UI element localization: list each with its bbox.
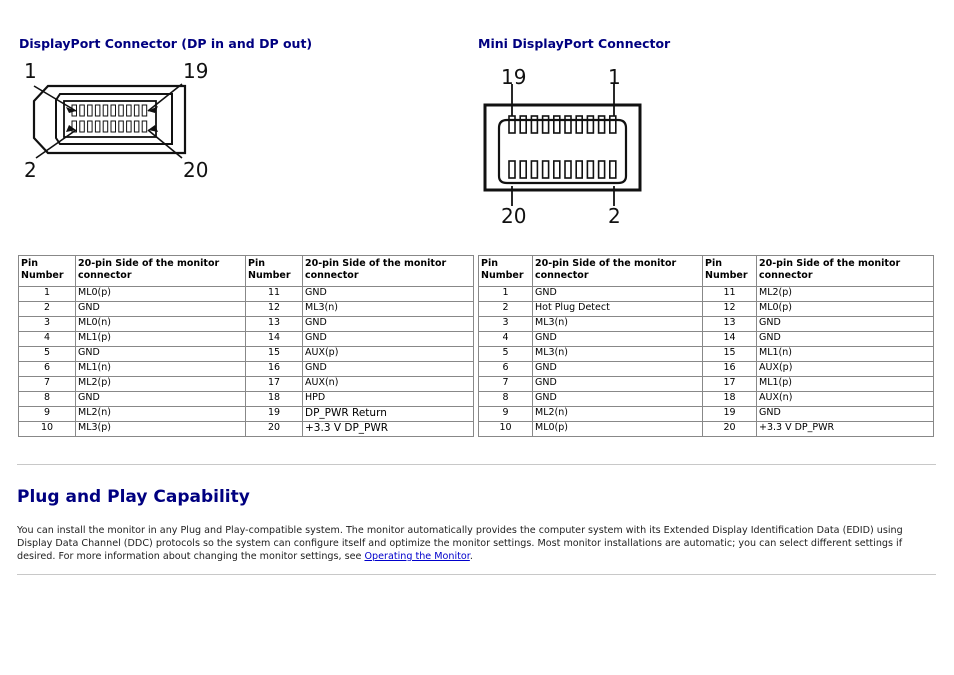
connector-pin <box>111 105 116 116</box>
connector-pin <box>103 121 108 132</box>
connector-pin <box>509 161 515 178</box>
pin-number-cell: 12 <box>246 302 303 317</box>
pin-number-cell: 17 <box>703 377 757 392</box>
dp-leader-pin-19 <box>148 84 182 111</box>
connector-pin <box>95 121 100 132</box>
connector-pin <box>134 121 139 132</box>
header-pin-number: Pin Number <box>479 256 533 287</box>
connector-pin <box>119 121 124 132</box>
signal-cell: AUX(p) <box>757 362 934 377</box>
connector-pin <box>127 105 132 116</box>
pin-number-cell: 3 <box>19 317 76 332</box>
signal-cell: GND <box>757 407 934 422</box>
pin-number-cell: 18 <box>703 392 757 407</box>
pin-number-cell: 15 <box>246 347 303 362</box>
signal-cell: AUX(n) <box>757 392 934 407</box>
plug-and-play-heading: Plug and Play Capability <box>17 487 250 507</box>
signal-cell: ML1(n) <box>757 347 934 362</box>
pin-number-cell: 16 <box>246 362 303 377</box>
mdp-pins <box>509 116 616 178</box>
pin-number-cell: 11 <box>246 287 303 302</box>
pin-number-cell: 6 <box>19 362 76 377</box>
connector-pin <box>610 161 616 178</box>
dp-label-pin-1: 1 <box>24 59 37 83</box>
signal-cell: GND <box>303 332 474 347</box>
pin-number-cell: 16 <box>703 362 757 377</box>
dp-connector-heading: DisplayPort Connector (DP in and DP out) <box>19 36 313 51</box>
pin-number-cell: 5 <box>479 347 533 362</box>
header-monitor-side: 20-pin Side of the monitor connector <box>303 256 474 287</box>
connector-pin <box>599 161 605 178</box>
connector-pin <box>509 116 515 133</box>
pin-number-cell: 17 <box>246 377 303 392</box>
dp-label-pin-20: 20 <box>183 158 209 182</box>
table-row <box>19 362 474 377</box>
signal-cell: GND <box>303 317 474 332</box>
signal-cell: HPD <box>303 392 474 407</box>
pin-number-cell: 3 <box>479 317 533 332</box>
signal-cell: ML0(p) <box>533 422 703 437</box>
signal-cell: AUX(p) <box>303 347 474 362</box>
pin-number-cell: 2 <box>479 302 533 317</box>
table-row <box>19 392 474 407</box>
signal-cell: DP_PWR Return <box>303 407 474 422</box>
table-row <box>479 332 934 347</box>
pin-number-cell: 12 <box>703 302 757 317</box>
signal-cell: ML2(n) <box>533 407 703 422</box>
header-pin-number: Pin Number <box>246 256 303 287</box>
pin-number-cell: 4 <box>19 332 76 347</box>
connector-pin <box>80 105 85 116</box>
header-monitor-side: 20-pin Side of the monitor connector <box>757 256 934 287</box>
table-row <box>479 377 934 392</box>
table-row <box>479 392 934 407</box>
paragraph-end: . <box>469 551 473 562</box>
connector-pin <box>520 116 526 133</box>
divider <box>17 464 936 465</box>
table-row <box>19 317 474 332</box>
mdp-label-pin-20: 20 <box>501 204 527 228</box>
table-row <box>19 332 474 347</box>
pin-number-cell: 7 <box>19 377 76 392</box>
pin-number-cell: 18 <box>246 392 303 407</box>
connector-pin <box>88 121 93 132</box>
pin-number-cell: 5 <box>19 347 76 362</box>
pin-number-cell: 20 <box>246 422 303 437</box>
mini-dp-connector-heading: Mini DisplayPort Connector <box>478 36 671 51</box>
signal-cell: GND <box>76 392 246 407</box>
signal-cell: ML3(n) <box>533 317 703 332</box>
connector-pin <box>599 116 605 133</box>
pin-number-cell: 11 <box>703 287 757 302</box>
signal-cell: GND <box>533 332 703 347</box>
connector-pin <box>554 161 560 178</box>
connector-pin <box>134 105 139 116</box>
signal-cell: ML2(n) <box>76 407 246 422</box>
connector-pin <box>520 161 526 178</box>
mini-dp-connector-diagram <box>483 64 643 229</box>
header-pin-number: Pin Number <box>703 256 757 287</box>
connector-pin <box>88 105 93 116</box>
signal-cell: GND <box>757 332 934 347</box>
connector-pin <box>576 116 582 133</box>
pin-number-cell: 1 <box>479 287 533 302</box>
pin-number-cell: 10 <box>19 422 76 437</box>
mdp-label-pin-1: 1 <box>608 65 621 89</box>
signal-cell: +3.3 V DP_PWR <box>757 422 934 437</box>
connector-pin <box>543 116 549 133</box>
table-row <box>479 302 934 317</box>
pin-number-cell: 7 <box>479 377 533 392</box>
divider <box>17 574 936 575</box>
signal-cell: GND <box>533 377 703 392</box>
pin-number-cell: 2 <box>19 302 76 317</box>
signal-cell: Hot Plug Detect <box>533 302 703 317</box>
signal-cell: ML1(p) <box>757 377 934 392</box>
signal-cell: ML3(n) <box>303 302 474 317</box>
signal-cell: ML0(p) <box>76 287 246 302</box>
table-row <box>479 347 934 362</box>
signal-cell: ML0(p) <box>757 302 934 317</box>
pin-number-cell: 14 <box>703 332 757 347</box>
pin-number-cell: 10 <box>479 422 533 437</box>
signal-cell: ML3(p) <box>76 422 246 437</box>
table-header-row <box>479 256 934 287</box>
pin-number-cell: 1 <box>19 287 76 302</box>
pin-number-cell: 9 <box>479 407 533 422</box>
operating-the-monitor-link[interactable]: Operating the Monitor <box>364 551 470 562</box>
header-monitor-side: 20-pin Side of the monitor connector <box>533 256 703 287</box>
table-row <box>19 347 474 362</box>
signal-cell: ML1(p) <box>76 332 246 347</box>
header-monitor-side: 20-pin Side of the monitor connector <box>76 256 246 287</box>
connector-pin <box>587 161 593 178</box>
signal-cell: ML2(p) <box>757 287 934 302</box>
connector-pin <box>142 121 147 132</box>
connector-pin <box>103 105 108 116</box>
table-row <box>479 287 934 302</box>
connector-pin <box>565 116 571 133</box>
table-row <box>19 287 474 302</box>
pin-number-cell: 9 <box>19 407 76 422</box>
table-row <box>479 317 934 332</box>
signal-cell: ML0(n) <box>76 317 246 332</box>
connector-pin <box>565 161 571 178</box>
signal-cell: GND <box>76 302 246 317</box>
connector-pin <box>80 121 85 132</box>
signal-cell: GND <box>303 362 474 377</box>
pin-number-cell: 8 <box>479 392 533 407</box>
table-row <box>479 362 934 377</box>
pin-number-cell: 19 <box>703 407 757 422</box>
table-row <box>19 302 474 317</box>
signal-cell: +3.3 V DP_PWR <box>303 422 474 437</box>
signal-cell: GND <box>757 317 934 332</box>
paragraph-text: You can install the monitor in any Plug and Play-compatible system. The monitor automatically provides the computer system with its Extended Display Identification Data (EDID) using Display Data Channel (DDC) protocols so the system can configure itself and optimize the monitor settings. Most monitor installations are automatic; you can select different settings if desired. For more information about changing the monitor settings, see <box>17 525 903 562</box>
signal-cell: AUX(n) <box>303 377 474 392</box>
table-row <box>479 407 934 422</box>
connector-pin <box>95 105 100 116</box>
dp-pin-table <box>18 255 474 437</box>
signal-cell: GND <box>533 392 703 407</box>
mdp-label-pin-2: 2 <box>608 204 621 228</box>
dp-pins <box>72 105 147 132</box>
pin-number-cell: 15 <box>703 347 757 362</box>
signal-cell: GND <box>533 362 703 377</box>
pin-number-cell: 8 <box>19 392 76 407</box>
connector-pin <box>610 116 616 133</box>
dp-label-pin-2: 2 <box>24 158 37 182</box>
dp-label-pin-19: 19 <box>183 59 209 83</box>
signal-cell: GND <box>303 287 474 302</box>
connector-pin <box>119 105 124 116</box>
signal-cell: GND <box>533 287 703 302</box>
table-row <box>19 377 474 392</box>
plug-and-play-paragraph <box>17 524 932 563</box>
pin-number-cell: 13 <box>703 317 757 332</box>
connector-pin <box>543 161 549 178</box>
connector-pin <box>531 116 537 133</box>
signal-cell: ML2(p) <box>76 377 246 392</box>
mini-dp-pin-table <box>478 255 934 437</box>
connector-pin <box>531 161 537 178</box>
mdp-label-pin-19: 19 <box>501 65 527 89</box>
pin-number-cell: 6 <box>479 362 533 377</box>
pin-number-cell: 20 <box>703 422 757 437</box>
header-pin-number: Pin Number <box>19 256 76 287</box>
dp-connector-diagram <box>20 58 210 183</box>
table-row <box>19 422 474 437</box>
table-row <box>479 422 934 437</box>
signal-cell: ML1(n) <box>76 362 246 377</box>
signal-cell: ML3(n) <box>533 347 703 362</box>
pin-number-cell: 13 <box>246 317 303 332</box>
connector-pin <box>111 121 116 132</box>
connector-pin <box>576 161 582 178</box>
connector-pin <box>142 105 147 116</box>
mdp-inner-outline <box>499 120 626 183</box>
table-header-row <box>19 256 474 287</box>
pin-number-cell: 4 <box>479 332 533 347</box>
connector-pin <box>554 116 560 133</box>
pin-number-cell: 14 <box>246 332 303 347</box>
connector-pin <box>127 121 132 132</box>
connector-pin <box>587 116 593 133</box>
signal-cell: GND <box>76 347 246 362</box>
pin-number-cell: 19 <box>246 407 303 422</box>
table-row <box>19 407 474 422</box>
